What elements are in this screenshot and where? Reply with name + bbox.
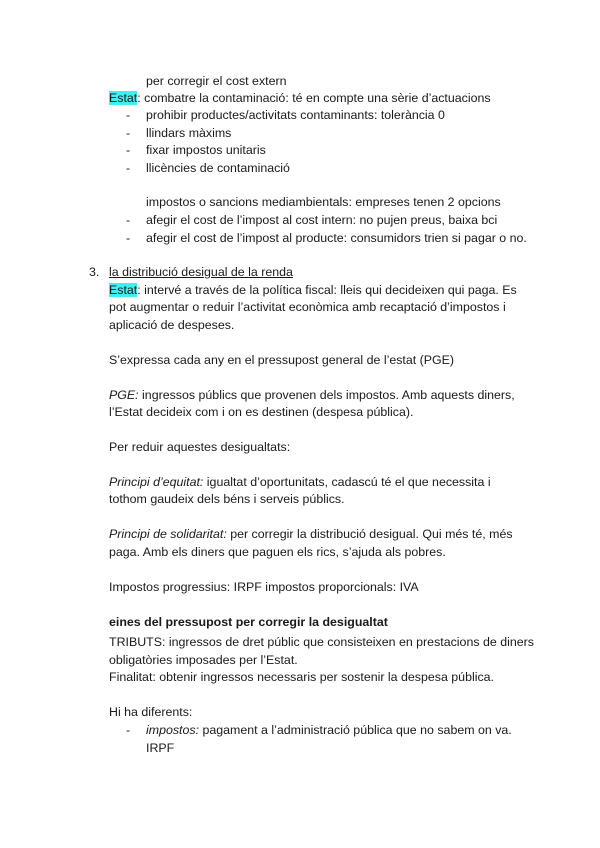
text-span: : combatre la contaminació: té en compte una sèrie d’actuacions [137,91,491,105]
text-line [109,387,515,404]
term-italic: PGE: [109,388,139,402]
text-line: S’expressa cada any en el pressupost general de l’estat (PGE) [109,353,455,367]
text-span: per corregir la distribució desigual. Qui més té, més [226,527,513,541]
bullet-dash: - [126,108,131,122]
bullet-dash: - [126,161,131,175]
highlight-estat: Estat [109,283,138,297]
list-item: afegir el cost de l’impost al producte: consumidors trien si pagar o no. [146,231,527,245]
bullet-dash: - [126,126,131,140]
bullet-dash: - [126,723,131,737]
text-line: Impostos progressius: IRPF impostos proporcionals: IVA [109,580,419,594]
text-line: paga. Amb els diners que paguen els rics, s’ajuda als pobres. [109,545,446,559]
text-span: ingressos públics que provenen dels impostos. Amb aquests diners, [138,388,515,402]
highlight-estat: Estat [109,91,138,105]
list-item: afegir el cost de l’impost al cost intern: no pujen preus, baixa bci [146,213,498,227]
text-line: Hi ha diferents: [109,705,193,719]
text-line: Per reduir aquestes desigualtats: [109,440,291,454]
text-line: Finalitat: obtenir ingressos necessaris per sostenir la despesa pública. [109,670,494,684]
text-line: TRIBUTS: ingressos de dret públic que consisteixen en prestacions de diners [109,635,534,649]
text-line [109,474,491,491]
text-line [109,90,491,107]
bullet-dash: - [126,231,131,245]
text-line: pot augmentar o reduir l’activitat econòmica amb recaptació d’impostos i [109,300,506,314]
list-item: llindars màxims [146,126,232,140]
term-italic: Principi d’equitat: [109,475,204,489]
list-item: llicències de contaminació [146,161,290,175]
list-item: fixar impostos unitaris [146,143,266,157]
subheading: eines del pressupost per corregir la desigualtat [109,615,388,629]
text-line: l’Estat decideix com i on es destinen (despesa pública). [109,405,414,419]
text-line: aplicació de despeses. [109,318,235,332]
text-line: IRPF [146,741,175,755]
term-italic: impostos: [146,723,200,737]
text-line [109,282,517,299]
text-span: igualtat d’oportunitats, cadascú té el que necessita i [203,475,491,489]
bullet-dash: - [126,143,131,157]
text-span: pagament a l’administració pública que no sabem on va. [199,723,512,737]
text-line: obligatòries imposades per l’Estat. [109,653,298,667]
section-number: 3. [89,265,100,279]
text-line: tothom gaudeix dels béns i serveis públics. [109,492,345,506]
text-line: impostos o sancions mediambientals: empreses tenen 2 opcions [146,195,501,209]
section-heading: la distribució desigual de la renda [109,265,293,279]
list-item: prohibir productes/activitats contaminants: tolerància 0 [146,108,445,122]
term-italic: Principi de solidaritat: [109,527,227,541]
text-line [109,526,513,543]
bullet-dash: - [126,213,131,227]
list-item [146,722,512,739]
text-line: per corregir el cost extern [146,74,287,88]
text-span: : intervé a través de la política fiscal: lleis qui decideixen qui paga. Es [137,283,517,297]
